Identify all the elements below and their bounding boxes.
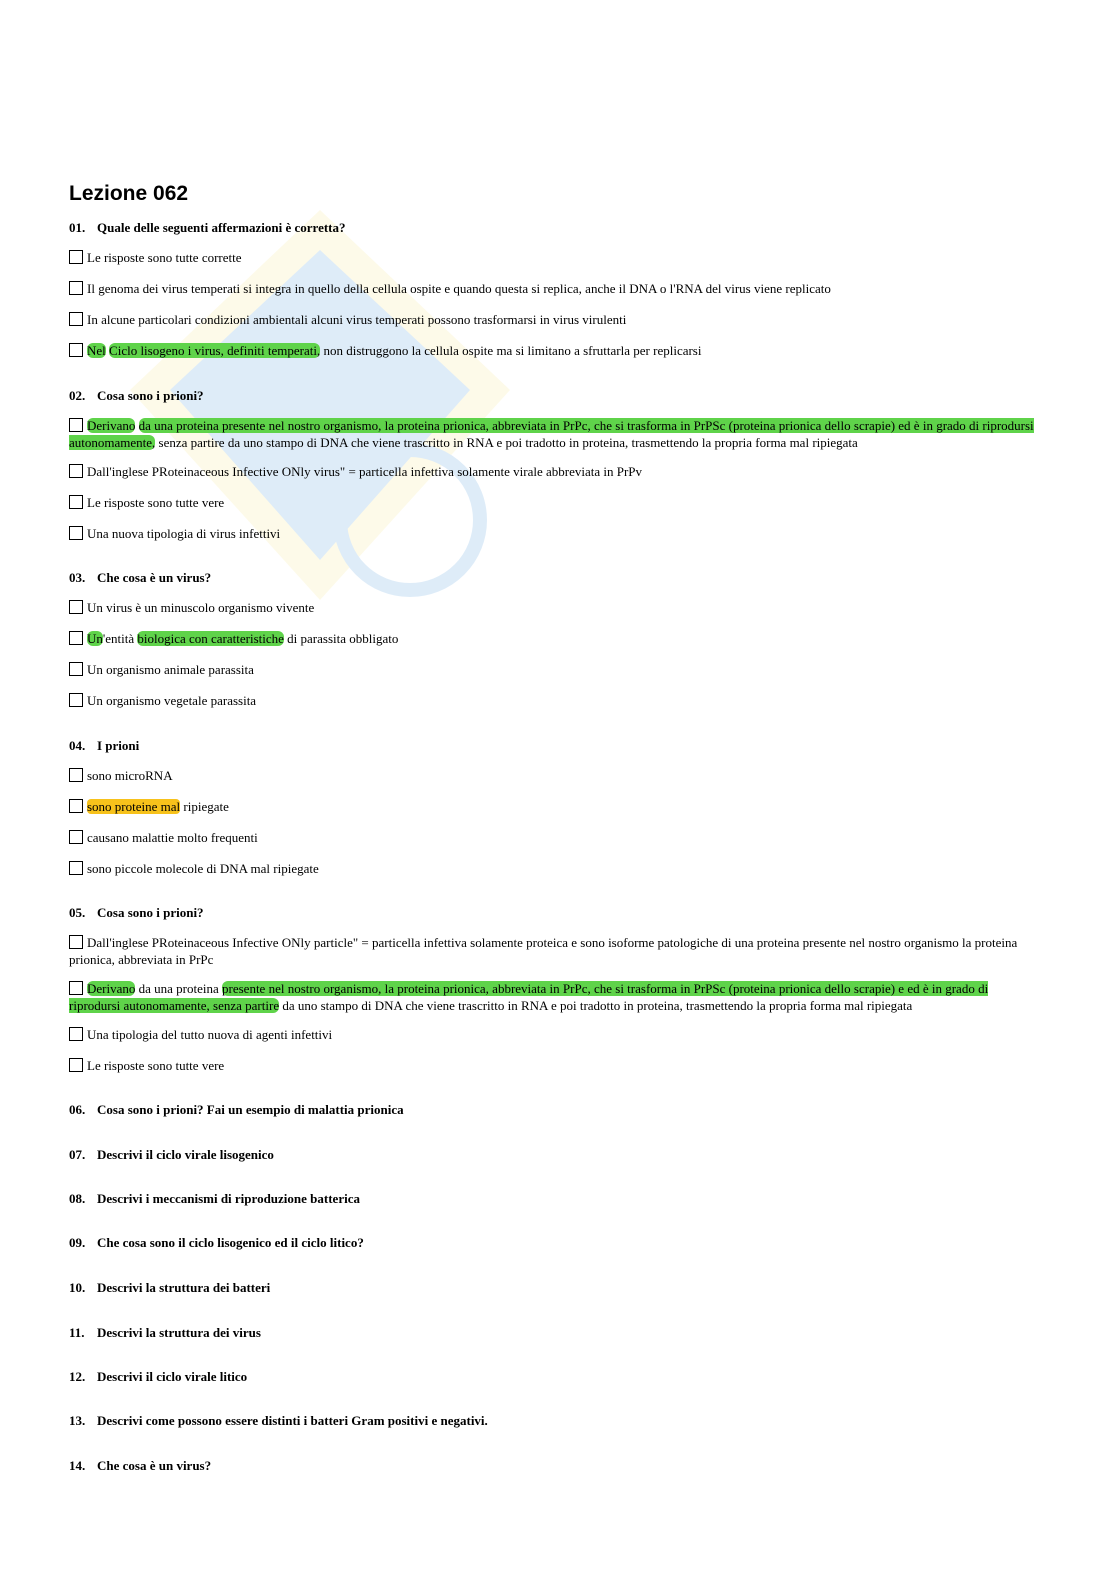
answer-text: 'entità [102, 631, 138, 646]
answer-option [69, 599, 1039, 616]
question-text: Descrivi il ciclo virale litico [97, 1369, 248, 1384]
answer-option [69, 934, 1039, 968]
question-09 [69, 1235, 364, 1251]
question-text: Descrivi il ciclo virale lisogenico [97, 1147, 274, 1162]
answer-text: Le risposte sono tutte corrette [87, 250, 242, 265]
answer-checkbox[interactable] [69, 343, 83, 357]
highlighted-text: biologica con caratteristiche [137, 631, 284, 646]
answer-option [69, 661, 1039, 678]
page-title: Lezione 062 [69, 182, 189, 205]
question-number: 01. [69, 220, 86, 235]
answer-checkbox[interactable] [69, 312, 83, 326]
question-number: 07. [69, 1147, 86, 1162]
answer-option [69, 342, 1039, 359]
answer-checkbox[interactable] [69, 768, 83, 782]
question-number: 06. [69, 1102, 86, 1117]
answer-option [69, 280, 1039, 297]
highlighted-text: Derivano [87, 418, 136, 433]
answer-option [69, 798, 1039, 815]
answer-checkbox[interactable] [69, 281, 83, 295]
answer-text: Le risposte sono tutte vere [87, 1058, 225, 1073]
answer-option [69, 311, 1039, 328]
question-06 [69, 1102, 404, 1118]
question-number: 05. [69, 905, 86, 920]
question-14 [69, 1458, 211, 1474]
question-number: 12. [69, 1369, 86, 1384]
question-number: 08. [69, 1191, 86, 1206]
question-number: 14. [69, 1458, 86, 1473]
answer-text: Un organismo animale parassita [87, 662, 254, 677]
question-07 [69, 1147, 274, 1163]
answer-option [69, 249, 1039, 266]
answer-option [69, 1026, 1039, 1043]
answer-text: non distruggono la cellula ospite ma si limitano a sfruttarla per replicarsi [320, 343, 702, 358]
answer-text: Un organismo vegetale parassita [87, 693, 257, 708]
answer-checkbox[interactable] [69, 600, 83, 614]
answer-checkbox[interactable] [69, 799, 83, 813]
answer-checkbox[interactable] [69, 830, 83, 844]
answer-text: Una tipologia del tutto nuova di agenti infettivi [87, 1027, 333, 1042]
answer-option [69, 692, 1039, 709]
answer-option [69, 829, 1039, 846]
question-text: Che cosa è un virus? [97, 570, 212, 585]
question-text: I prioni [97, 738, 140, 753]
answer-checkbox[interactable] [69, 693, 83, 707]
answer-option [69, 860, 1039, 877]
question-text: Che cosa sono il ciclo lisogenico ed il ciclo litico? [97, 1235, 364, 1250]
question-number: 13. [69, 1413, 86, 1428]
question-number: 04. [69, 738, 86, 753]
answer-option [69, 417, 1039, 451]
question-08 [69, 1191, 360, 1207]
question-text: Descrivi la struttura dei virus [97, 1325, 261, 1340]
question-text: Cosa sono i prioni? [97, 388, 204, 403]
answer-text: Un virus è un minuscolo organismo vivente [87, 600, 315, 615]
answer-text: causano malattie molto frequenti [87, 830, 258, 845]
answer-checkbox[interactable] [69, 418, 83, 432]
question-number: 03. [69, 570, 86, 585]
answer-text: da uno stampo di DNA che viene trascritto in RNA e poi tradotto in proteina, trasmettendo la propria forma mal ripiegata [279, 998, 913, 1013]
question-11 [69, 1325, 261, 1341]
answer-option [69, 980, 1039, 1014]
highlighted-text: presente nel nostro organismo, la proteina prionica, abbreviata in PrPc, che si trasforma in PrPSc (proteina prionica dello scrapie) e ed è in grado di riprodursi autonomamente, senza partire [69, 981, 989, 1013]
answer-option [69, 494, 1039, 511]
question-text: Che cosa è un virus? [97, 1458, 212, 1473]
answer-checkbox[interactable] [69, 935, 83, 949]
answer-text: In alcune particolari condizioni ambientali alcuni virus temperati possono trasformarsi in virus virulenti [87, 312, 627, 327]
answer-option [69, 630, 1039, 647]
question-text: Descrivi la struttura dei batteri [97, 1280, 271, 1295]
question-number: 10. [69, 1280, 86, 1295]
answer-option [69, 767, 1039, 784]
question-number: 11. [69, 1325, 85, 1340]
answer-checkbox[interactable] [69, 861, 83, 875]
question-04 [69, 738, 139, 754]
question-text: Descrivi come possono essere distinti i batteri Gram positivi e negativi. [97, 1413, 488, 1428]
answer-text: Una nuova tipologia di virus infettivi [87, 526, 281, 541]
answer-text: Le risposte sono tutte vere [87, 495, 225, 510]
question-text: Quale delle seguenti affermazioni è corretta? [97, 220, 346, 235]
question-number: 09. [69, 1235, 86, 1250]
answer-text: sono piccole molecole di DNA mal ripiegate [87, 861, 319, 876]
question-02 [69, 388, 204, 404]
highlighted-text: sono proteine mal [87, 799, 181, 814]
highlighted-text: Derivano [87, 981, 136, 996]
answer-checkbox[interactable] [69, 250, 83, 264]
question-text: Cosa sono i prioni? [97, 905, 204, 920]
answer-checkbox[interactable] [69, 1027, 83, 1041]
answer-option [69, 1057, 1039, 1074]
answer-text: Dall'inglese PRoteinaceous Infective ONly particle" = particella infettiva solamente proteica e sono isoforme patologiche di una proteina presente nel nostro organismo la proteina prionica, abbreviata in PrPc [69, 935, 1018, 967]
answer-text: ripiegate [180, 799, 229, 814]
question-12 [69, 1369, 247, 1385]
question-01 [69, 220, 346, 236]
answer-option [69, 525, 1039, 542]
question-number: 02. [69, 388, 86, 403]
question-text: Cosa sono i prioni? Fai un esempio di malattia prionica [97, 1102, 404, 1117]
answer-text: di parassita obbligato [283, 631, 399, 646]
answer-checkbox[interactable] [69, 981, 83, 995]
highlighted-text: Nel [87, 343, 106, 358]
highlighted-text: Un [87, 631, 103, 646]
question-text: Descrivi i meccanismi di riproduzione batterica [97, 1191, 360, 1206]
answer-checkbox[interactable] [69, 464, 83, 478]
answer-text: da una proteina [135, 981, 223, 996]
answer-checkbox[interactable] [69, 526, 83, 540]
question-10 [69, 1280, 270, 1296]
answer-text: Il genoma dei virus temperati si integra in quello della cellula ospite e quando questa si replica, anche il DNA o l'RNA del virus viene replicato [87, 281, 831, 296]
question-13 [69, 1413, 488, 1429]
answer-checkbox[interactable] [69, 662, 83, 676]
highlighted-text: Ciclo lisogeno i virus, definiti temperati, [109, 343, 321, 358]
answer-checkbox[interactable] [69, 495, 83, 509]
answer-text: senza partire da uno stampo di DNA che viene trascritto in RNA e poi tradotto in proteina, trasmettendo la propria forma mal ripiegata [155, 435, 858, 450]
answer-checkbox[interactable] [69, 1058, 83, 1072]
question-05 [69, 905, 204, 921]
question-03 [69, 570, 211, 586]
highlighted-text: da una proteina presente nel nostro organismo, la proteina prionica, abbreviata in PrPc, che si trasforma in PrPSc (proteina prionica dello scrapie) ed è in grado di riprodursi autonomamente, [69, 418, 1034, 450]
answer-text: sono microRNA [87, 768, 173, 783]
answer-option [69, 463, 1039, 480]
answer-text: Dall'inglese PRoteinaceous Infective ONly virus" = particella infettiva solamente virale abbreviata in PrPv [87, 464, 643, 479]
answer-checkbox[interactable] [69, 631, 83, 645]
